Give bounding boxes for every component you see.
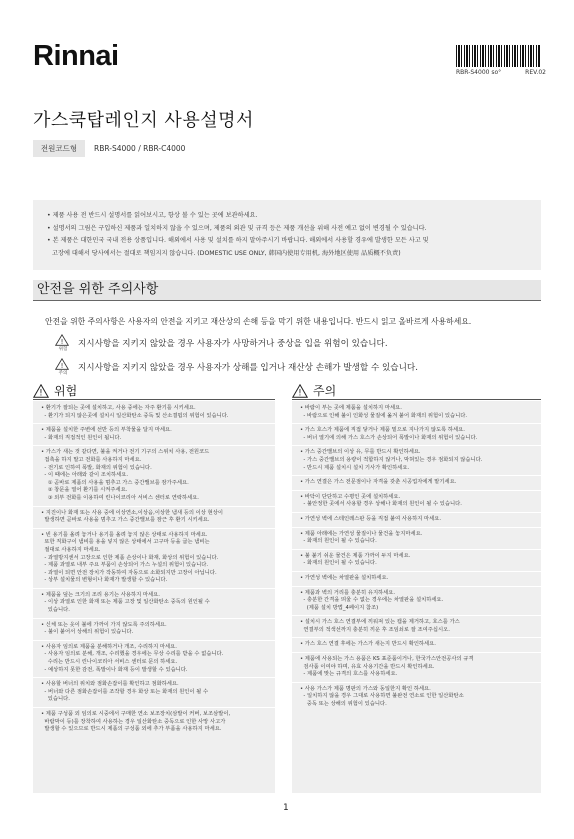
danger-item [41, 405, 267, 420]
caution-item-line: - 화재의 원인이 될 수 있습니다. [300, 560, 377, 567]
danger-item-line: • 가스가 새는 것 같다면, 불을 켜거나 전기 기구의 스위치 사용, 전원코드 [41, 449, 210, 456]
danger-item-line: ① 곧바로 제품의 사용을 멈추고 가스 중간밸브를 잠가주세요. [41, 479, 189, 486]
caution-item-line: • 바닥이 단단하고 수평인 곳에 설치하세요. [300, 493, 401, 500]
danger-box [33, 401, 275, 793]
danger-item-line: - 예상하지 못한 감전, 폭발이나 화재 등이 발생할 수 있습니다. [41, 666, 188, 673]
warning-triangle-icon [55, 358, 69, 370]
notice-box [33, 200, 541, 270]
svg-text:!: ! [60, 362, 64, 370]
danger-item-line: - 이상 과열로 인한 화재 또는 제품 고장 및 일산화탄소 중독의 원인될 수 [41, 599, 210, 606]
danger-item-line: 수리는 반드시 린나이코리아 서비스 센터로 문의 하세요. [41, 659, 178, 666]
danger-item-line: - 버너와 다른 점화손잡이를 조작할 경우 화상 또는 화재의 원인이 될 수 [41, 688, 209, 695]
warning-triangle-icon [33, 384, 49, 398]
caution-item-line: (제품 설치 방법_4페이지 참조) [300, 604, 379, 611]
notice-line: 고장에 대해서 당사에서는 절대로 책임지지 않습니다. (DOMESTIC USE ONLY, 韩国内使用专用机, 海外地区使用 品质概不负责) [52, 249, 401, 257]
section-divider [33, 300, 541, 301]
item-divider [33, 423, 275, 424]
level-text: 지시사항을 지키지 않았을 경우 사용자가 사망하거나 중상을 입을 위험이 있습니다. [78, 339, 388, 349]
caution-item [300, 656, 533, 679]
caution-item [300, 531, 533, 546]
caution-item-line: - 반드시 제품 설치시 설치 기사가 확인하세요. [300, 464, 410, 471]
danger-item-line: - 전기로 인하여 폭발, 화재의 위험이 있습니다. [41, 464, 152, 471]
caution-item-line: - 가스 중간밸브의 용량이 적합하지 않거나, 막혀있는 경우 점화되지 않습니다. [300, 456, 483, 463]
svg-text:!: ! [60, 338, 64, 346]
caution-item-line: 연결부의 적색선까지 충분히 끼운 후 조임쇠로 잘 조여주십시오. [300, 626, 450, 633]
danger-item [41, 532, 267, 585]
caution-item-line: • 가스 호스 연결 후에는 가스가 새는지 반드시 확인하세요. [300, 641, 436, 648]
safety-intro: 안전을 위한 주의사항은 사용자의 안전을 지키고 재산상의 손해 등을 막기 위한 내용입니다. 반드시 읽고 올바르게 사용하세요. [45, 317, 472, 326]
danger-item-line: • 사용할 버너의 위치와 점화손잡이를 확인하고 점화하세요. [41, 681, 179, 688]
danger-item-line: 발생할 수 있으므로 반드시 제품의 구성품 외에 추가 부품을 사용하지 마세요. [41, 726, 222, 733]
danger-item [41, 644, 267, 674]
caution-item [300, 686, 533, 709]
caution-heading [292, 382, 336, 399]
caution-item-line: • 가스 연결은 가스 전문점이나 자격을 갖춘 시공업자에게 맡기세요. [300, 479, 457, 486]
caution-item-line: 검사품 이여야 하며, 유효 사용기간을 반드시 확인하세요. [300, 663, 435, 670]
notice-line: • 본 제품은 대한민국 국내 전용 상품입니다. 해외에서 사용 및 설치를 하지 말아주시기 바랍니다. 해외에서 사용할 경우에 발생한 모든 사고 및 [47, 237, 429, 244]
danger-level-row [54, 334, 388, 352]
caution-item [300, 641, 533, 649]
item-divider [292, 445, 541, 446]
danger-item-line: • 제품을 설치한 주변에 선반 등의 부착물을 달지 마세요. [41, 427, 172, 434]
danger-item-line: • 지진이나 화재 또는 사용 중에 이상연소,이상음,이상한 냄새 등의 이상 현상이 [41, 509, 223, 516]
svg-text:!: ! [39, 388, 43, 398]
danger-item-line: - 환기가 되지 않은곳에 설치시 일산화탄소 중독 및 산소결핍의 위험이 있습니다. [41, 412, 229, 419]
item-divider [292, 512, 541, 513]
danger-item [41, 449, 267, 502]
item-divider [292, 586, 541, 587]
brand-logo: Rinnai [33, 40, 119, 72]
danger-item-line: - 불이 붙어서 상해의 위험이 있습니다. [41, 629, 134, 636]
item-divider [33, 506, 275, 507]
danger-item [41, 681, 267, 704]
danger-item-line: ② 창문을 열어 환기를 시켜주세요. [41, 487, 128, 494]
danger-item-line: - 과열방지센서 고장으로 인한 제품 손상이나 화재, 화상의 위험이 있습니다. [41, 554, 219, 561]
item-divider [33, 445, 275, 446]
danger-item-line: - 과열이 되면 안전 장치가 작동하여 자동으로 소화되지만 고장이 아닙니다. [41, 569, 217, 576]
notice-line: • 제품 사용 전 반드시 설명서를 읽어보시고, 항상 볼 수 있는 곳에 보관하세요. [47, 212, 258, 219]
danger-item-line: • 사용자 임의로 제품을 분해하거나 개조, 수리하지 마세요. [41, 643, 177, 650]
caution-item [300, 494, 533, 509]
model-label: 전원코드형 [33, 140, 85, 157]
danger-item-line: - 상부 설치물의 변형이나 화재가 발생할 수 있습니다. [41, 577, 168, 584]
caution-item [300, 553, 533, 568]
danger-item [41, 510, 267, 525]
danger-item-line: • 환기가 잘되는 곳에 설치하고, 사용 중에는 자주 환기를 시키세요. [41, 405, 196, 411]
danger-divider [33, 399, 275, 400]
page-number: 1 [283, 803, 289, 813]
barcode [456, 45, 541, 67]
danger-item-line: 있습니다. [41, 607, 70, 614]
warning-triangle-icon [292, 384, 308, 398]
caution-item-line: - 화재의 원인이 될 수 있습니다. [300, 538, 377, 545]
caution-item-line: - 불안정한 곳에서 사용할 경우 상해나 화재의 원인이 될 수 있습니다. [300, 501, 462, 508]
item-divider [292, 527, 541, 528]
caution-level-row [54, 358, 418, 376]
item-divider [292, 637, 541, 638]
caution-item-line: • 사용 가스가 제품 명판의 가스와 동일한지 확인 하세요. [300, 685, 431, 692]
danger-item-line: • 제품 구성품 외 임의로 시중에서 구매한 연소 보조장치(삼발이 커버, 보조삼발이, [41, 711, 231, 717]
caution-item-line: • 바람이 부는 곳에 제품을 설치하지 마세요. [300, 405, 402, 411]
caution-item-line: 중독 또는 상해의 위험이 있습니다. [300, 701, 387, 708]
caution-item-line: • 제품과 벽의 거리를 충분히 유지하세요. [300, 589, 396, 596]
caution-divider [292, 399, 541, 400]
caution-box [292, 401, 541, 793]
caution-item [300, 575, 533, 583]
caution-item-line: - 바람으로 인해 불이 인화성 물질에 옮겨 붙어 화재의 위험이 있습니다. [300, 412, 468, 419]
document-code [456, 69, 546, 76]
danger-item [41, 711, 267, 734]
caution-item [300, 479, 533, 487]
caution-item [300, 590, 533, 613]
model-code: RBR-S4000 so° [456, 69, 502, 76]
svg-text:!: ! [298, 388, 302, 398]
item-divider [33, 707, 275, 708]
danger-item-line: • 빈 용기를 올려 놓거나 용기를 올려 놓지 않은 상태로 사용하지 마세요. [41, 531, 208, 538]
danger-item-line: 바람막이 등)를 장착하여 사용하는 경우 일산화탄소 중독으로 인한 사망 사고가 [41, 718, 226, 725]
item-divider [292, 652, 541, 653]
caution-item-line: • 가연성 벽에는 차열판을 설치하세요. [300, 574, 389, 581]
caution-item [300, 427, 533, 442]
danger-item-line: 있습니다. [41, 696, 70, 703]
item-divider [292, 490, 541, 491]
danger-item-line: • 제품을 덮는 크기의 조리 용기는 사용하지 마세요. [41, 591, 160, 598]
caution-item-line: • 제품 아래에는 가연성 물질이나 물건을 놓지마세요. [300, 530, 423, 537]
caution-item-line: • 제품에 사용되는 가스 용품은 KS 표준품이거나, 한국가스안전공사의 규격 [300, 656, 474, 663]
caution-item-line: • 가스 중간밸브의 이상 유, 무를 반드시 확인하세요. [300, 449, 421, 456]
caution-item-line: • 가연성 벽에 스테인레스판 등을 직접 붙여 사용하지 마세요. [300, 515, 442, 522]
caution-item-line: - 충분한 간격을 띄울 수 없는 경우에는 차열판을 설치하세요. [300, 597, 444, 604]
danger-heading [33, 382, 77, 399]
danger-item [41, 427, 267, 442]
level-label: 주의 [58, 371, 68, 376]
section-title: 안전을 위한 주의사항 [33, 280, 541, 300]
danger-item-line: - 제품 과열로 내부 주요 부품이 손상되어 가스 누설의 위험이 있습니다. [41, 562, 209, 569]
caution-item-line: • 설치시 가스 호스 연결부에 끼워져 있는 캡을 제거하고, 호스를 가스 [300, 619, 460, 626]
caution-title: 주의 [313, 384, 337, 398]
item-divider [292, 571, 541, 572]
item-divider [292, 682, 541, 683]
revision: REV.02 [525, 69, 546, 76]
item-divider [292, 423, 541, 424]
caution-item [300, 405, 533, 420]
danger-item-line: - 사용자 임의로 분해, 개조, 수리했을 경우에는 무상 수리를 받을 수 없습니다. [41, 651, 224, 658]
level-text: 지시사항을 지키지 않았을 경우 사용자가 상해를 입거나 재산상 손해가 발생할 수 있습니다. [78, 363, 418, 373]
danger-item-line: - 이 때에는 아래와 같이 조치하세요. [41, 472, 129, 479]
item-divider [292, 549, 541, 550]
danger-item-line: 접촉을 하지 말고 전화를 사용하지 마세요. [41, 456, 142, 463]
danger-item [41, 592, 267, 615]
warning-triangle-icon [55, 334, 69, 346]
danger-item-line: 절대로 사용하지 마세요. [41, 546, 101, 553]
danger-item-line: - 화재의 직접적인 원인이 됩니다. [41, 434, 122, 441]
notice-line: • 설명서의 그림은 구입하신 제품과 일치하지 않을 수 있으며, 제품의 외관 및 규격 등은 제품 개선을 위해 사전 예고 없이 변경될 수 있습니다. [47, 224, 427, 232]
item-divider [33, 618, 275, 619]
danger-item [41, 622, 267, 637]
danger-item-line: 또한 직화구이 냄비를 용을 넣지 않은 상태에서 고구마 등을 굽는 냄비는 [41, 539, 210, 546]
item-divider [33, 528, 275, 529]
caution-item [300, 449, 533, 472]
item-divider [33, 677, 275, 678]
item-divider [292, 615, 541, 616]
danger-title: 위험 [54, 384, 78, 398]
page-title: 가스쿡탑레인지 사용설명서 [33, 110, 254, 131]
caution-item-line: • 가스 호스가 제품에 직접 닿거나 제품 밑으로 지나가지 않도록 하세요. [300, 427, 465, 434]
item-divider [292, 475, 541, 476]
danger-item-line: • 신체 또는 옷이 불에 가까이 가지 않도록 주의하세요. [41, 621, 167, 628]
caution-item-line: - 일치하지 않을 경우 그대로 사용하면 불완전 연소로 인한 일산화탄소 [300, 693, 464, 700]
caution-item [300, 516, 533, 524]
level-label: 위험 [58, 347, 68, 352]
model-value: RBR-S4000 / RBR-C4000 [94, 144, 186, 153]
caution-item-line: - 제품에 맞는 규격의 호스를 사용하세요. [300, 671, 398, 678]
caution-item-line: - 버너 열기에 의해 가스 호스가 손상되어 폭발이나 화재의 위험이 있습니다. [300, 434, 478, 441]
item-divider [33, 588, 275, 589]
caution-item [300, 619, 533, 634]
danger-item-line: ③ 외부 전화를 이용하여 린나이코리아 서비스 센터로 연락하세요. [41, 494, 199, 501]
danger-item-line: 발생하면 곧바로 사용을 멈추고 가스 중간밸브를 잠근 후 환기 시키세요. [41, 517, 210, 524]
caution-item-line: • 불 붙기 쉬운 물건은 제품 가까이 두지 마세요. [300, 552, 411, 559]
item-divider [33, 640, 275, 641]
